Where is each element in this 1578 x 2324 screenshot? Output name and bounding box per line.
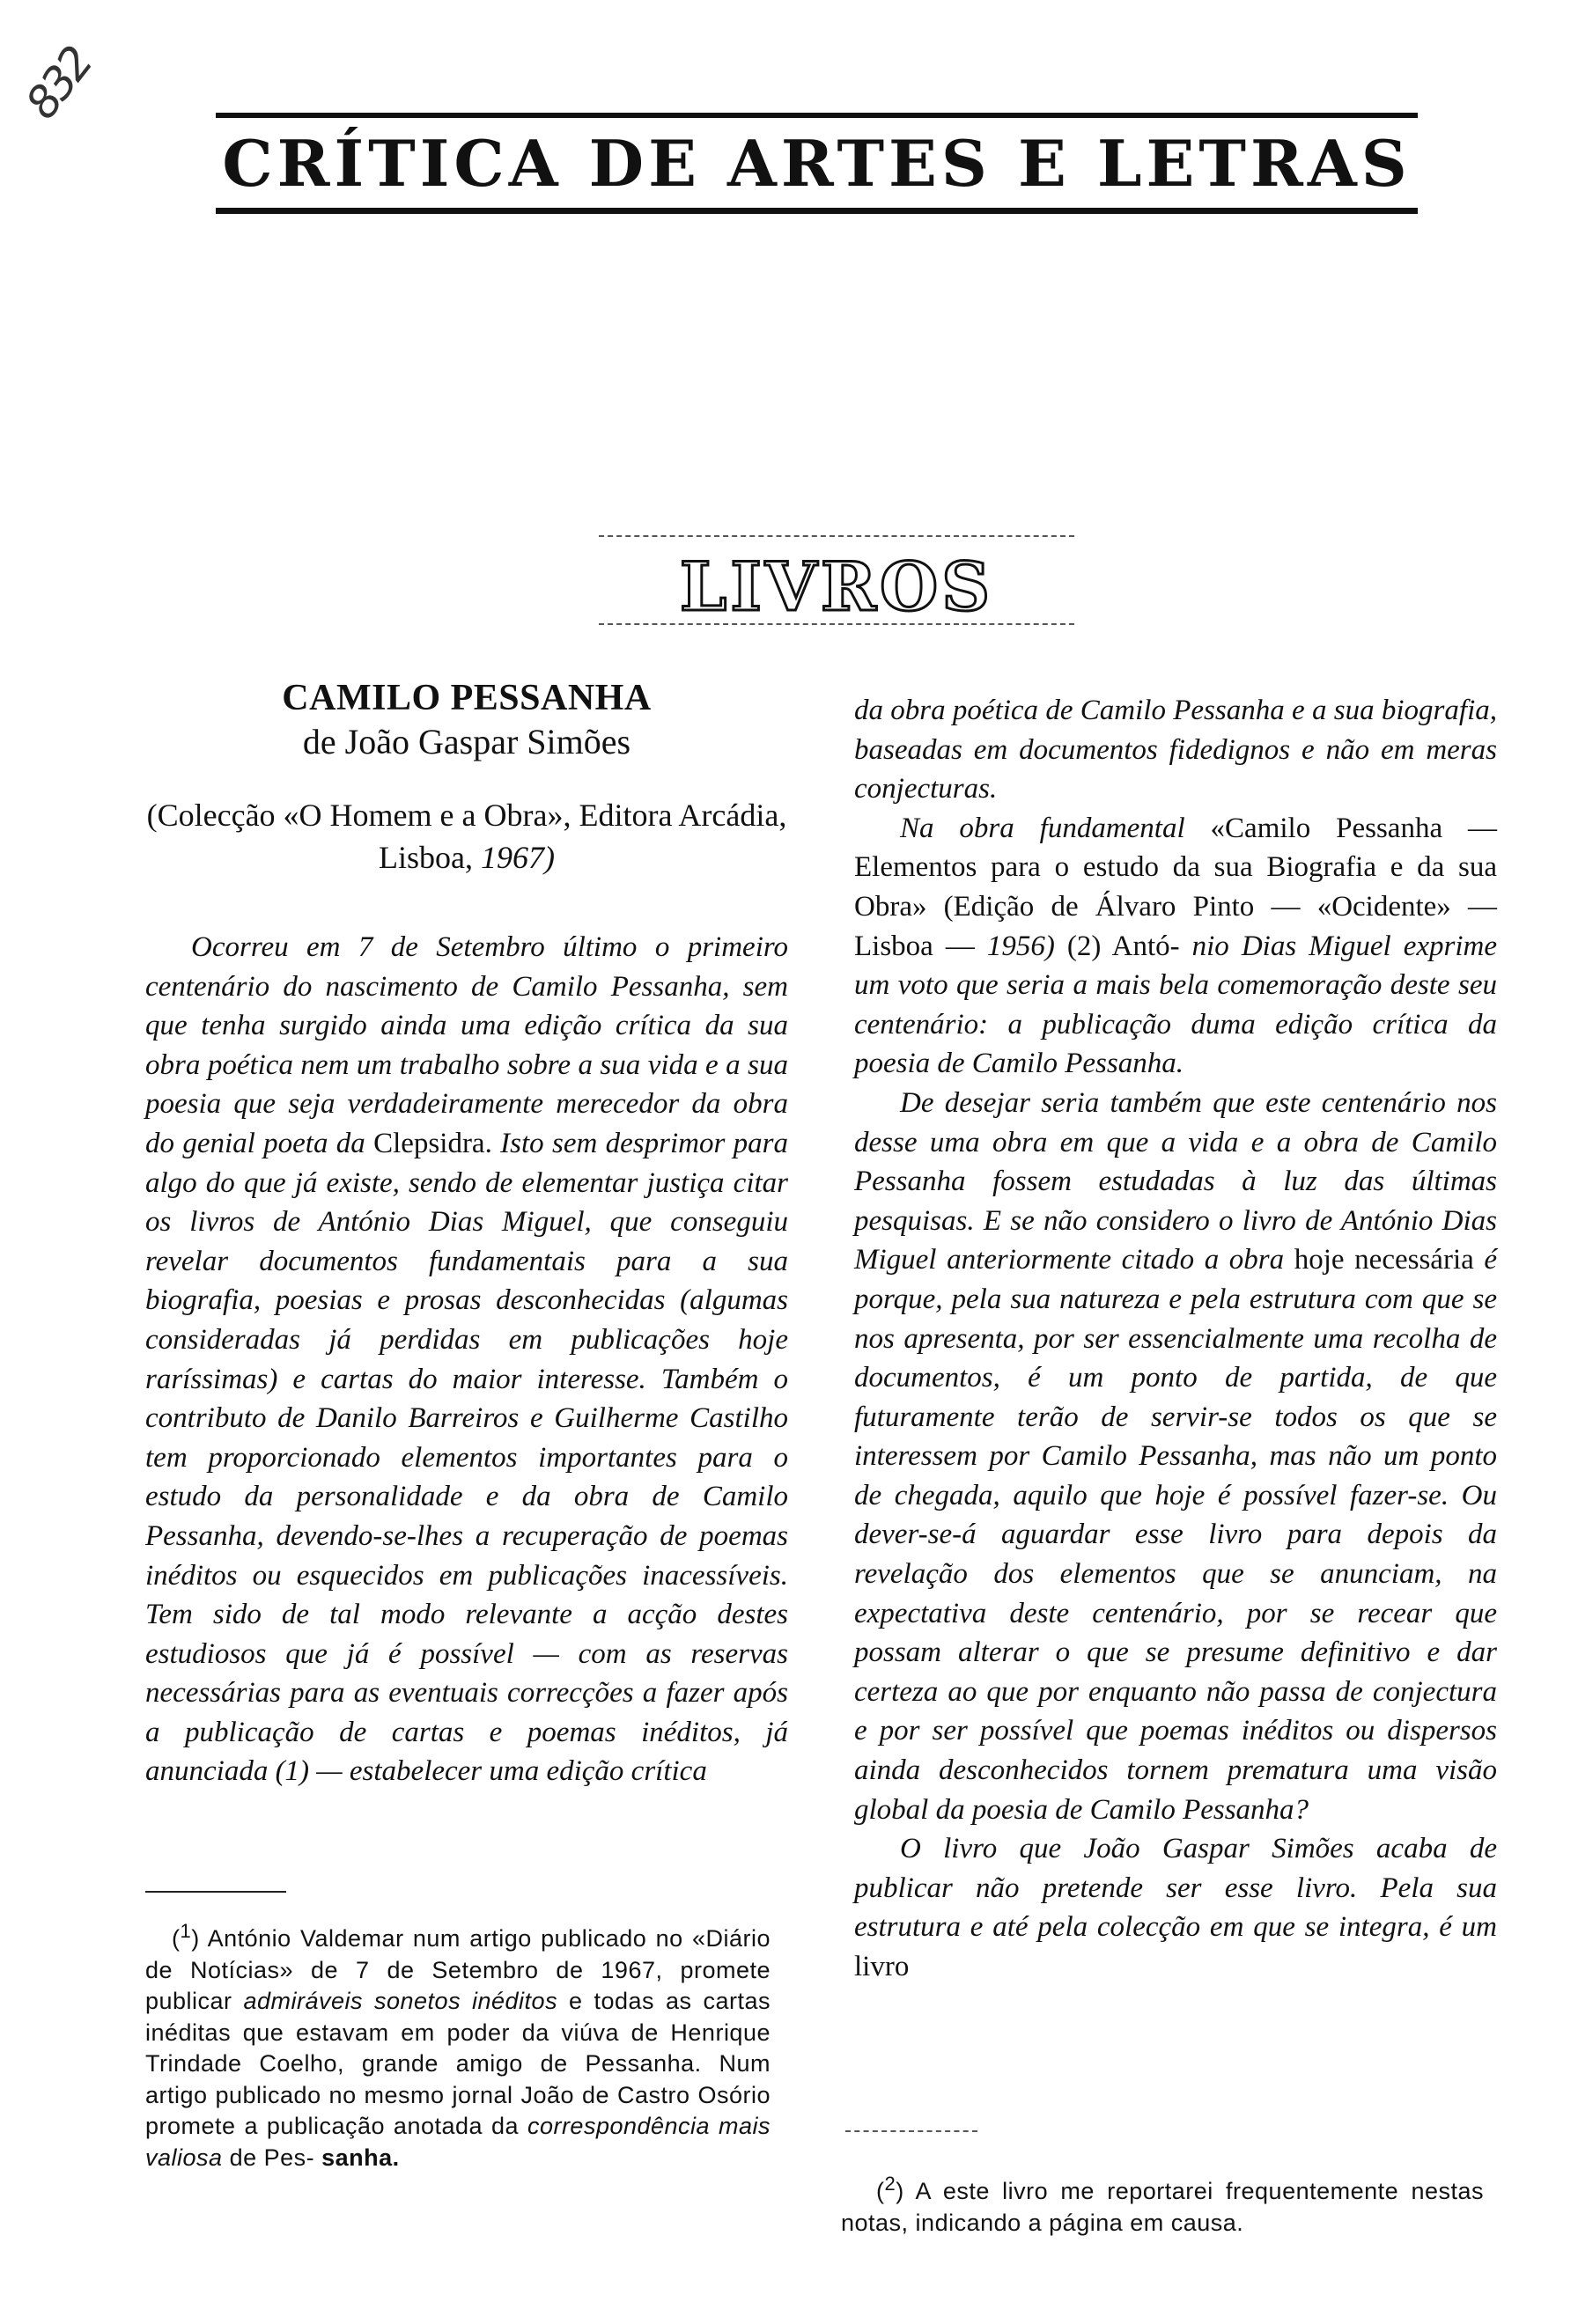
footnote-1-italic-a: admiráveis sonetos inéditos xyxy=(243,1988,558,2014)
right-paragraph-1-text: da obra poética de Camilo Pessanha e a sua biografia, baseadas em documentos fidedignos e não em meras conjecturas. xyxy=(854,695,1497,805)
masthead-title: CRÍTICA DE ARTES E LETRAS xyxy=(222,126,1412,201)
left-paragraph-part-2: Isto sem desprimor para algo do que já existe, sendo de elementar justiça citar os livros de António Dias Miguel, que conseguiu revelar documentos fundamentais para a sua biografia, poesias e prosas desconhecidas (algumas consideradas já perdidas em publicações hoje raríssimas) e cartas do maior interesse. Também o contributo de Danilo Barreiros e Guilherme Castilho tem proporcionado elementos importantes para o estudo da personalidade e da obra de Camilo Pessanha, devendo-se-lhes a recuperação de poemas inéditos ou esquecidos em publicações inacessíveis. Tem sido de tal modo relevante a acção destes estudiosos que já é possível — com as reservas necessárias para as eventuais correcções a fazer após a publicação de cartas e poemas inéditos, já anunciada (1) — estabelecer uma edição crítica xyxy=(145,1127,788,1788)
section-bottom-rule xyxy=(599,623,1074,625)
masthead-top-rule xyxy=(216,113,1418,118)
right-paragraph-2-note-ref: (2) Antó- xyxy=(1066,930,1180,962)
right-paragraph-3-part-a: De desejar seria também que este centenário nos desse uma obra em que a vida e a obra de Camilo Pessanha fossem estudadas à luz das últimas pesquisas. E se não considero o livro de António Dias Miguel anteriormente citado a obra xyxy=(854,1086,1497,1276)
right-paragraph-1 xyxy=(854,691,1497,809)
right-paragraph-3-part-c: é porque, pela sua natureza e pela estrutura com que se nos apresenta, por ser essencialmente uma recolha de documentos, é um ponto de partida, de que futuramente terão de servir-se todos os que se interessem por Camilo Pessanha, mas não um ponto de chegada, aquilo que hoje é possível fazer-se. Ou dever-se-á aguardar esse livro para depois da revelação dos elementos que se anunciam, na expectativa deste centenário, por se recear que possam alterar o que se presume definitivo e dar certeza ao que por enquanto não passa de conjectura e por ser possível que poemas inéditos ou dispersos ainda desconhecidos tornem prematura uma visão global da poesia de Camilo Pessanha? xyxy=(854,1244,1498,1826)
footnote-1-end: sanha. xyxy=(321,2144,400,2171)
right-paragraph-2-citation: «Camilo Pessanha — Elementos para o estudo da sua Biografia e da sua Obra» (Edição de Álvaro Pinto — «Ocidente» — Lisboa — xyxy=(854,812,1497,962)
right-footnote-rule xyxy=(845,2130,977,2132)
footnote-1-text-c: de Pes- xyxy=(229,2144,315,2171)
handwritten-page-number: 832 xyxy=(16,39,102,129)
right-paragraph-3 xyxy=(854,1084,1497,1829)
book-title: CAMILO PESSANHA xyxy=(282,678,652,718)
right-paragraph-3-part-b: hoje necessária xyxy=(1294,1244,1474,1276)
right-paragraph-2-year: 1956) xyxy=(986,930,1055,962)
footnote-1: ($^1$) António Valdemar num artigo publicado no «Diário de Notícias» de 7 de Setembro de 1967, promete publicar admiráveis sonetos inéditos e todas as cartas inéditas que estavam em poder da viúva de Henrique Trindade Coelho, grande amigo de Pessanha. Num artigo publicado no mesmo jornal João de Castro Osório promete a publicação anotada da correspondência mais valiosa de Pes- sanha. xyxy=(145,1920,771,2171)
footnote-1-italic-b: correspondência mais valiosa xyxy=(145,2113,771,2171)
section-top-rule xyxy=(599,535,1074,537)
left-footnote-rule xyxy=(145,1891,286,1893)
left-column-body xyxy=(145,928,788,1791)
right-paragraph-2-lead: Na obra fundamental xyxy=(900,812,1185,844)
right-paragraph-2-rest: nio Dias Miguel exprime um voto que seria a mais bela comemoração deste seu centenário: a publicação duma edição crítica da poesia de Camilo Pessanha. xyxy=(854,930,1497,1080)
book-author: de João Gaspar Simões xyxy=(302,722,631,761)
right-paragraph-4-text: O livro que João Gaspar Simões acaba de publicar não pretende ser esse livro. Pela sua estrutura e até pela colecção em que se integra, é um xyxy=(854,1833,1497,1944)
footnote-2-marker: 2 xyxy=(884,2173,896,2195)
left-column xyxy=(145,676,788,1791)
right-paragraph-4-end: livro xyxy=(854,1951,910,1982)
right-paragraph-2 xyxy=(854,809,1497,1084)
footnote-1-text-b: e todas as cartas inéditas que estavam em poder da viúva de Henrique Trindade Coelho, grande amigo de Pessanha. Num artigo publicado no mesmo jornal João de Castro Osório promete a publicação anotada da xyxy=(145,1988,771,2139)
footnote-2: ($^2$) A este livro me reportarei frequentemente nestas notas, indicando a página em causa. xyxy=(841,2173,1484,2236)
masthead-bottom-rule xyxy=(216,208,1418,214)
publication-details: (Colecção «O Homem e a Obra», Editora Arcádia, Lisboa, xyxy=(146,798,787,875)
footnote-1-text-a: António Valdemar num artigo publicado no «Diário de Notícias» de 7 de Setembro de 1967, promete publicar xyxy=(145,1925,771,2014)
left-paragraph-part-1: Ocorreu em 7 de Setembro último o primeiro centenário do nascimento de Camilo Pessanha, sem que tenha surgido ainda uma edição crítica da sua obra poética nem um trabalho sobre a sua vida e a sua poesia que seja verdadeiramente merecedor da obra do genial poeta da xyxy=(145,931,788,1159)
right-column xyxy=(854,691,1497,1987)
publication-year: 1967) xyxy=(480,840,555,875)
footnote-1-marker: 1 xyxy=(180,1920,192,1942)
right-paragraph-4 xyxy=(854,1829,1497,1986)
work-title-clepsidra: Clepsidra. xyxy=(373,1127,492,1159)
section-title: LIVROS xyxy=(679,548,994,626)
footnote-2-text: A este livro me reportarei frequentemente nestas notas, indicando a página em causa. xyxy=(841,2178,1484,2236)
publication-info xyxy=(145,794,788,879)
